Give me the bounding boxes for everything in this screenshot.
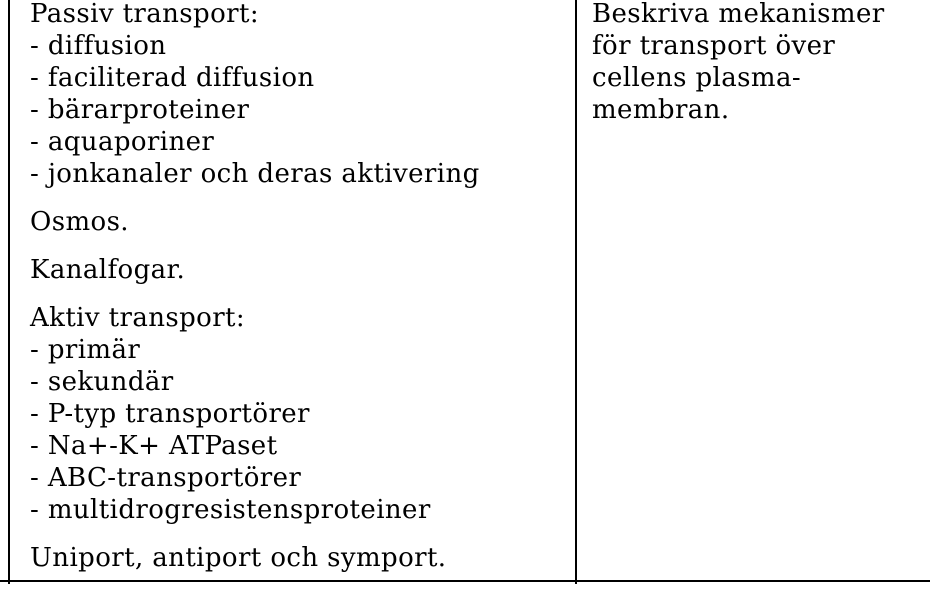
paragraph-passive-transport [30,0,565,190]
text-line: - faciliterad diffusion [30,63,315,93]
text-line: Osmos. [30,207,129,237]
paragraph-osmosis [30,206,565,238]
text-line: Uniport, antiport och symport. [30,543,447,573]
text-line: - diffusion [30,31,167,61]
table-row-bottom-border [0,580,930,582]
text-line: cellens plasma- [592,63,802,93]
text-line: - Na+-K+ ATPaset [30,431,278,461]
table-column-divider [575,0,577,584]
text-line: - P-typ transportörer [30,399,310,429]
text-line: - sekundär [30,367,174,397]
paragraph-transport-modes [30,542,565,574]
paragraph-active-transport [30,302,565,526]
paragraph-gap-junctions [30,254,565,286]
table-cell-learning-objective [592,0,922,126]
text-line: - multidrogresistensproteiner [30,495,431,525]
text-line: - aquaporiner [30,127,215,157]
paragraph-learning-objective [592,0,922,126]
text-line: Passiv transport: [30,0,259,29]
text-line: Aktiv transport: [30,303,246,333]
text-line: - ABC-transportörer [30,463,302,493]
table-cell-topics [30,0,565,574]
text-line: för transport över [592,31,836,61]
table-left-border [8,0,10,584]
text-line: membran. [592,95,730,125]
text-line: - primär [30,335,141,365]
text-line: - bärarproteiner [30,95,250,125]
text-line: Beskriva mekanismer [592,0,885,29]
text-line: Kanalfogar. [30,255,186,285]
text-line: - jonkanaler och deras aktivering [30,159,480,189]
